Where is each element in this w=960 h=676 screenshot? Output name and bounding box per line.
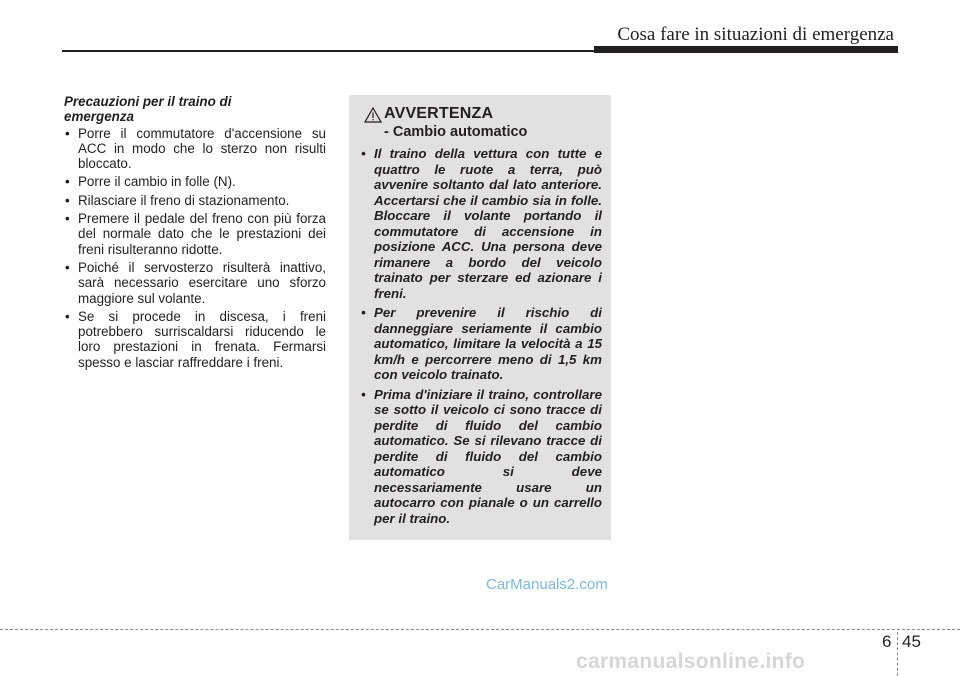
bullet-item: • Poiché il servosterzo risulterà inattivo, sarà necessario esercitare uno sforzo maggiore sul volante. (64, 260, 326, 306)
footer-rule (0, 629, 960, 630)
page-number: 45 (902, 632, 921, 651)
watermark: CarManuals2.com (486, 576, 608, 593)
bullet-list (64, 126, 326, 370)
page-divider (897, 632, 898, 676)
warning-list (361, 146, 602, 526)
section-heading-line2: emergenza (64, 109, 134, 125)
left-column (64, 94, 326, 373)
warning-title: AVVERTENZA (384, 105, 494, 122)
bullet-item: • Porre il cambio in folle (N). (64, 174, 326, 189)
warning-subtitle: - Cambio automatico (384, 124, 528, 140)
warning-triangle-icon (364, 107, 382, 123)
warning-box (349, 95, 611, 540)
bullet-item: • Rilasciare il freno di stazionamento. (64, 193, 326, 208)
header-rule-thick (594, 46, 898, 53)
bullet-item: • Se si procede in discesa, i freni potrebbero surriscaldarsi riducendo le loro prestazioni in frenata. Fermarsi spesso e lasciar raffreddare i freni. (64, 309, 326, 370)
section-heading (64, 94, 326, 125)
header-title: Cosa fare in situazioni di emergenza (617, 24, 894, 45)
bullet-item: • Porre il commutatore d'accensione su ACC in modo che lo sterzo non risulti bloccato. (64, 126, 326, 172)
footer-logo: carmanualsonline.info (576, 650, 806, 673)
bullet-item: • Premere il pedale del freno con più forza del normale dato che le prestazioni dei freni risulteranno ridotte. (64, 211, 326, 257)
warning-item: • Prima d'iniziare il traino, controllare se sotto il veicolo ci sono tracce di perdite di fluido del cambio automatico. Se si rilevano tracce di perdite di fluido del cambio automatico si deve necessariamente usare un autocarro con pianale o un carrello per il traino. (361, 387, 602, 527)
warning-header (361, 105, 602, 141)
section-number: 6 (882, 632, 892, 651)
warning-item: • Il traino della vettura con tutte e quattro le ruote a terra, può avvenire soltanto dal lato anteriore. Accertarsi che il cambio sia in folle. Bloccare il volante portando il commutatore di accensione in posizione ACC. Una persona deve rimanere a bordo del veicolo trainato per sterzare ed azionare i freni. (361, 146, 602, 301)
header-rule-thin (62, 50, 594, 52)
section-heading-line1: Precauzioni per il traino di (64, 94, 232, 109)
warning-item: • Per prevenire il rischio di danneggiare seriamente il cambio automatico, limitare la velocità a 15 km/h e percorrere meno di 1,5 km con veicolo trainato. (361, 305, 602, 383)
